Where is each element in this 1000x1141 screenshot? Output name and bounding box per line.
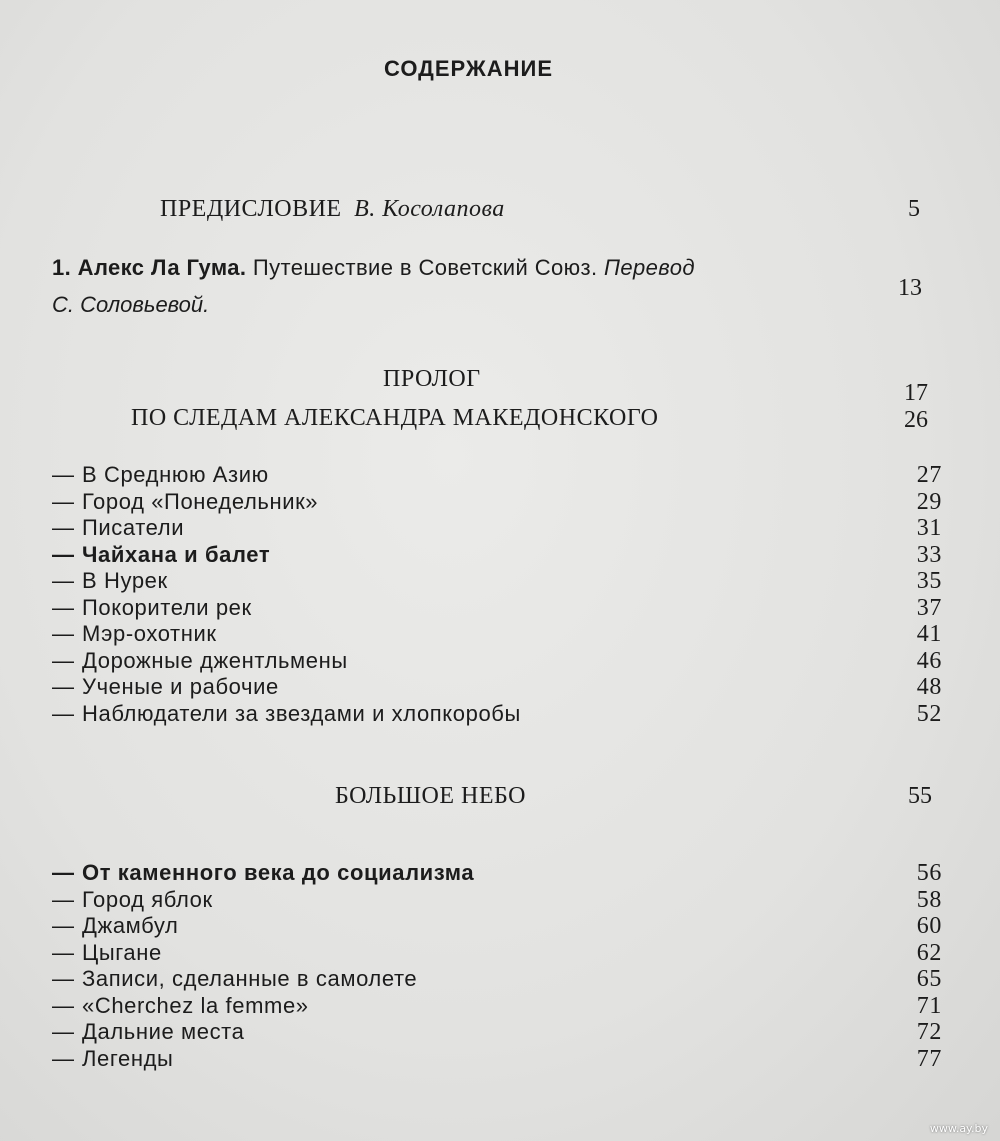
entry-page: 52 — [916, 700, 942, 727]
entry-title: Писатели — [82, 515, 185, 540]
entry-title: Цыгане — [82, 939, 162, 965]
entry-title: Дорожные джентльмены — [82, 647, 348, 673]
preface-entry — [160, 196, 505, 223]
entry-dash: — — [52, 1045, 75, 1071]
entry-dash: — — [52, 621, 75, 646]
entry-page: 71 — [916, 992, 942, 1019]
entry-dash: — — [52, 992, 75, 1018]
section-big-sky: БОЛЬШОЕ НЕБО — [335, 783, 526, 809]
entry-page: 48 — [916, 674, 942, 700]
entry-page: 77 — [916, 1045, 942, 1072]
entry-title: Город яблок — [82, 886, 213, 912]
section-prologue: ПРОЛОГ — [383, 366, 481, 392]
entry-title: Покорители рек — [82, 594, 252, 620]
preface-author: В. Косолапова — [354, 196, 505, 222]
entry-dash: — — [52, 913, 75, 938]
entry-dash: — — [52, 674, 75, 699]
item1-translator: С. Соловьевой. — [52, 292, 210, 317]
entry-title: Легенды — [82, 1045, 174, 1071]
toc-entry — [52, 621, 942, 647]
toc-entry — [52, 568, 942, 594]
toc-entry — [52, 648, 942, 674]
entry-dash: — — [52, 966, 75, 991]
entry-page: 46 — [916, 647, 942, 674]
entry-dash: — — [52, 939, 75, 965]
item1-title: Путешествие в Советский Союз. — [252, 255, 598, 280]
toc-entry — [52, 515, 942, 541]
toc-entry — [52, 887, 942, 913]
toc-entry — [52, 966, 942, 992]
entry-title: «Cherchez la femme» — [82, 992, 309, 1018]
entry-page: 65 — [916, 966, 942, 992]
toc-entry — [52, 489, 942, 515]
entry-dash: — — [52, 594, 75, 620]
entry-title: В Нурек — [82, 568, 168, 593]
entry-title: От каменного века до социализма — [82, 860, 475, 885]
entry-page: 72 — [916, 1019, 942, 1045]
entry-page: 27 — [916, 462, 942, 488]
entry-dash: — — [52, 1019, 75, 1044]
entry-dash: — — [52, 700, 75, 726]
entry-title: В Среднюю Азию — [82, 462, 269, 487]
entry-dash: — — [52, 515, 75, 540]
entry-title: Город «Понедельник» — [82, 488, 319, 514]
toc-entry — [52, 674, 942, 700]
entry-dash: — — [52, 462, 75, 487]
item1-translation-label: Перевод — [604, 255, 695, 280]
entry-page: 58 — [916, 886, 942, 913]
toc-entry — [52, 993, 942, 1019]
toc-entry — [52, 913, 942, 939]
toc-entry — [52, 595, 942, 621]
toc-entry — [52, 860, 942, 886]
toc-entry — [52, 940, 942, 966]
toc-entry — [52, 1046, 942, 1072]
entry-page: 35 — [916, 568, 942, 594]
entry-title: Записи, сделанные в самолете — [82, 966, 418, 991]
entry-page: 56 — [916, 860, 942, 886]
entry-page: 29 — [916, 488, 942, 515]
item1-line1 — [52, 255, 695, 281]
page-title: СОДЕРЖАНИЕ — [384, 56, 554, 81]
entry-title: Чайхана и балет — [82, 541, 271, 567]
entry-dash: — — [52, 488, 75, 514]
entry-dash: — — [52, 860, 75, 885]
entry-page: 62 — [916, 939, 942, 966]
entry-title: Дальние места — [82, 1019, 245, 1044]
entry-page: 60 — [916, 913, 942, 939]
item1-page: 13 — [898, 275, 922, 301]
entry-title: Мэр-охотник — [82, 621, 217, 646]
toc-entry — [52, 701, 942, 727]
preface-page: 5 — [908, 196, 920, 222]
entry-dash: — — [52, 647, 75, 673]
toc-entry — [52, 1019, 942, 1045]
entry-title: Наблюдатели за звездами и хлопкоробы — [82, 700, 521, 726]
preface-label: ПРЕДИСЛОВИЕ — [160, 196, 342, 222]
entry-title: Джамбул — [82, 913, 179, 938]
section-alexander-page: 26 — [904, 407, 928, 433]
toc-entry — [52, 462, 942, 488]
entry-page: 33 — [916, 541, 942, 568]
item1-number: 1. — [52, 255, 72, 280]
entry-dash: — — [52, 886, 75, 912]
entry-page: 41 — [916, 621, 942, 647]
section-prologue-page: 17 — [904, 380, 928, 406]
toc-entry — [52, 542, 942, 568]
entry-title: Ученые и рабочие — [82, 674, 279, 699]
entry-page: 37 — [916, 594, 942, 621]
entry-dash: — — [52, 568, 75, 593]
entry-page: 31 — [916, 515, 942, 541]
section-big-sky-page: 55 — [908, 783, 932, 809]
section-alexander: ПО СЛЕДАМ АЛЕКСАНДРА МАКЕДОНСКОГО — [131, 405, 659, 431]
entry-dash: — — [52, 541, 75, 567]
item1-author: Алекс Ла Гума. — [77, 255, 247, 280]
watermark: www.ay.by — [929, 1122, 988, 1135]
